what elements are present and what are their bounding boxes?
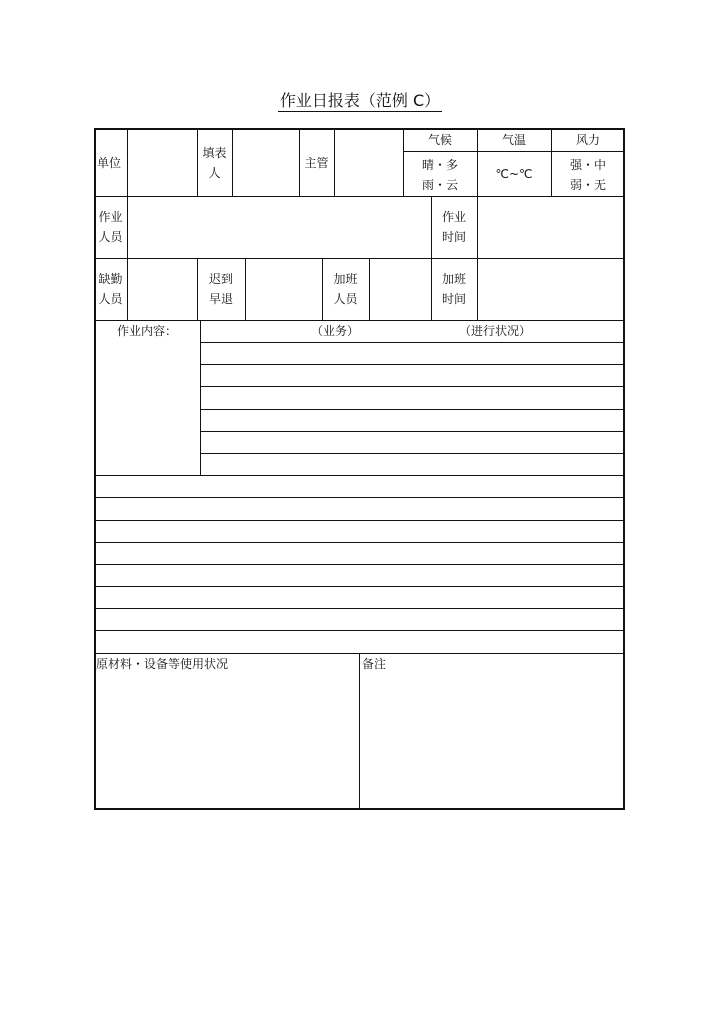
overtime-time-label-line2: 时间 xyxy=(441,292,466,306)
weather-label: 气候 xyxy=(427,133,452,147)
wind-label: 风力 xyxy=(575,133,600,147)
content-line xyxy=(200,431,625,432)
temperature-label: 气温 xyxy=(501,133,526,147)
col-divider xyxy=(477,196,478,258)
content-line xyxy=(94,520,625,521)
remarks-label: 备注 xyxy=(362,657,387,671)
work-time-label-line2: 时间 xyxy=(441,230,466,244)
temperature-range: ℃~℃ xyxy=(495,167,533,181)
absent-label-line2: 人员 xyxy=(98,292,123,306)
overtime-time-label-line1: 加班 xyxy=(441,272,466,286)
weather-options-line2: 雨・云 xyxy=(421,178,458,192)
work-time-label xyxy=(431,207,477,247)
absent-label xyxy=(94,269,127,309)
overtime-staff-label xyxy=(322,269,369,309)
col-divider xyxy=(369,258,370,320)
content-line xyxy=(94,608,625,609)
late-early-label-line1: 迟到 xyxy=(208,272,233,286)
content-line xyxy=(94,586,625,587)
work-content-label: 作业内容： xyxy=(117,324,178,338)
materials-label: 原材料・设备等使用状况 xyxy=(96,657,229,671)
overtime-staff-label-line2: 人员 xyxy=(333,292,358,306)
supervisor-label: 主管 xyxy=(304,156,329,170)
row-divider xyxy=(94,196,625,197)
weather-subdivider xyxy=(403,151,625,152)
unit-label: 单位 xyxy=(97,156,122,170)
business-header: （业务） xyxy=(310,324,359,338)
col-divider xyxy=(127,258,128,320)
late-early-label-line2: 早退 xyxy=(208,292,233,306)
content-line xyxy=(94,497,625,498)
form-title-text: 作业日报表（范例 C） xyxy=(279,91,441,110)
col-divider xyxy=(334,128,335,196)
form-title xyxy=(0,88,720,111)
filler-label xyxy=(197,143,232,183)
weather-options xyxy=(403,155,477,195)
wind-options xyxy=(551,155,625,195)
content-line xyxy=(200,409,625,410)
late-early-label xyxy=(197,269,245,309)
absent-label-line1: 缺勤 xyxy=(98,272,123,286)
content-line xyxy=(94,475,625,476)
workers-label xyxy=(94,207,127,247)
weather-options-line1: 晴・多 xyxy=(421,158,458,172)
col-divider xyxy=(477,258,478,320)
overtime-staff-label-line1: 加班 xyxy=(333,272,358,286)
col-divider xyxy=(127,196,128,258)
col-divider xyxy=(359,653,360,810)
workers-label-line1: 作业 xyxy=(98,210,123,224)
content-line xyxy=(94,564,625,565)
col-divider xyxy=(127,128,128,196)
filler-label-line1: 填表 xyxy=(202,146,227,160)
work-time-label-line1: 作业 xyxy=(441,210,466,224)
workers-label-line2: 人员 xyxy=(98,230,123,244)
col-divider xyxy=(232,128,233,196)
filler-label-line2: 人 xyxy=(208,166,221,180)
col-divider xyxy=(200,320,201,475)
content-line xyxy=(94,542,625,543)
content-line xyxy=(94,630,625,631)
wind-options-line1: 强・中 xyxy=(569,158,606,172)
progress-header: （进行状况） xyxy=(458,324,531,338)
row-divider xyxy=(94,258,625,259)
wind-options-line2: 弱・无 xyxy=(569,178,606,192)
content-line xyxy=(200,364,625,365)
col-divider xyxy=(245,258,246,320)
content-line xyxy=(200,386,625,387)
overtime-time-label xyxy=(431,269,477,309)
content-line xyxy=(200,342,625,343)
content-line xyxy=(200,453,625,454)
